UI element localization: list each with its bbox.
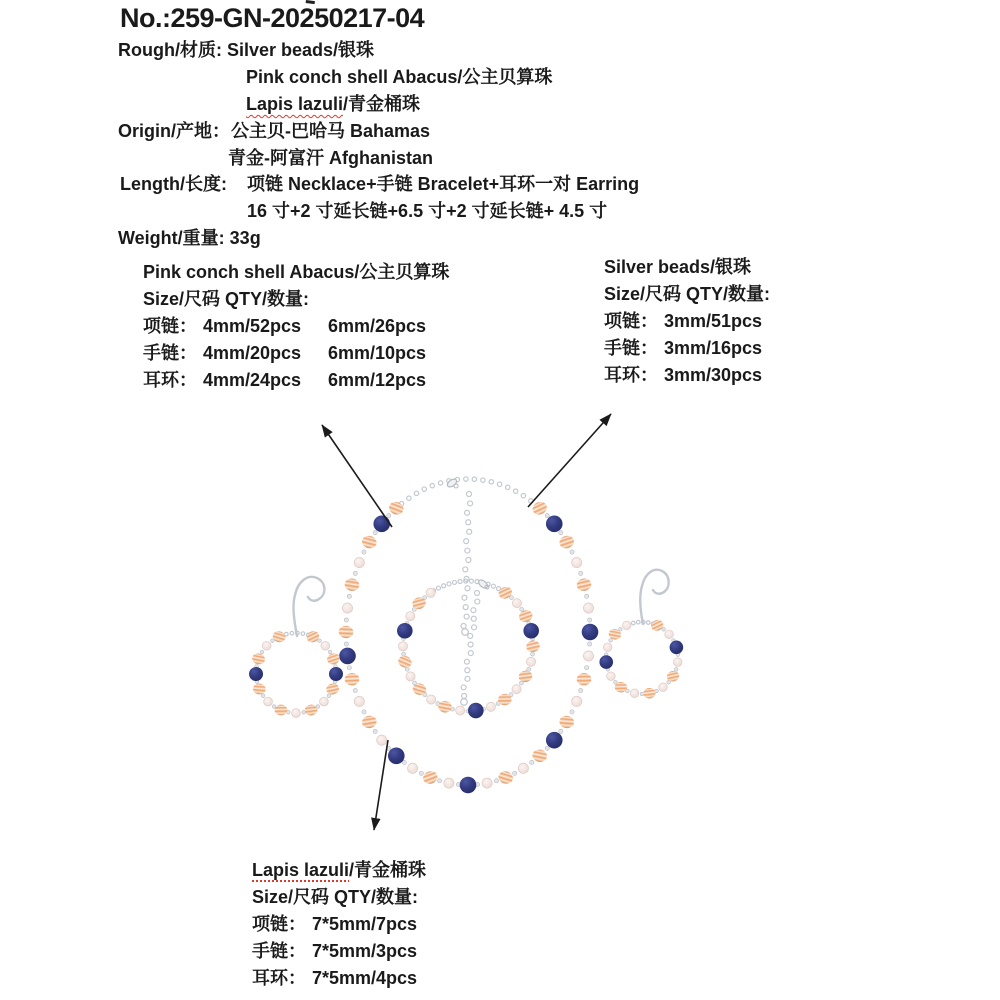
- pink-conch-row-necklace: 项链： 4mm/52pcs 6mm/26pcs: [143, 316, 427, 336]
- arrow-to-silver-label: [528, 414, 611, 507]
- lapis-title: Lapis lazuli/青金桶珠: [252, 860, 427, 880]
- earring-right: [599, 570, 683, 699]
- lapis-row-bracelet: 手链： 7*5mm/3pcs: [252, 941, 418, 961]
- silver-beads-spec: [604, 254, 770, 389]
- origin-value-afghanistan: 青金-阿富汗 Afghanistan: [228, 148, 433, 168]
- bracelet: [396, 578, 540, 718]
- lapis-size-qty-header: Size/尺码 QTY/数量:: [252, 887, 419, 907]
- origin-value-bahamas: 公主贝-巴哈马 Bahamas: [231, 121, 431, 141]
- earring-left: [249, 577, 343, 718]
- pink-conch-row-bracelet: 手链： 4mm/20pcs 6mm/10pcs: [143, 343, 427, 363]
- lapis-spec: [252, 857, 426, 992]
- pink-conch-title: Pink conch shell Abacus/公主贝算珠: [143, 262, 450, 282]
- length-value-items: 项链 Necklace+手链 Bracelet+耳环一对 Earring: [247, 174, 640, 194]
- pink-conch-size-qty-header: Size/尺码 QTY/数量:: [143, 289, 310, 309]
- rough-line: [118, 39, 374, 62]
- lapis-row-earring: 耳环： 7*5mm/4pcs: [252, 968, 418, 988]
- pink-conch-spec: [143, 259, 449, 394]
- length-label: Length/长度:: [120, 174, 227, 194]
- rough-value-silver: Silver beads/银珠: [227, 40, 375, 60]
- origin-label: Origin/产地：: [118, 121, 230, 141]
- earring-right-hook: [640, 570, 668, 624]
- weight-line: [118, 227, 261, 250]
- silver-row-earring: 耳环： 3mm/30pcs: [604, 365, 763, 385]
- earring-left-hook: [294, 577, 325, 636]
- arrow-to-pink-conch-label: [322, 425, 392, 527]
- weight-value: 33g: [229, 228, 261, 248]
- lapis-row-necklace: 项链： 7*5mm/7pcs: [252, 914, 418, 934]
- rough-value-lapis-en: Lapis lazuli: [246, 94, 344, 114]
- length-value-sizes: 16 寸+2 寸延长链+6.5 寸+2 寸延长链+ 4.5 寸: [247, 201, 608, 221]
- rough-label: Rough/材质:: [118, 40, 222, 60]
- product-number: No.:259-GN-20250217-04: [120, 3, 425, 33]
- rough-value-pink-conch: Pink conch shell Abacus/公主贝算珠: [246, 67, 553, 87]
- silver-row-bracelet: 手链： 3mm/16pcs: [604, 338, 763, 358]
- pink-conch-row-earring: 耳环： 4mm/24pcs 6mm/12pcs: [143, 370, 427, 390]
- arrow-to-lapis-label: [374, 740, 388, 830]
- silver-size-qty-header: Size/尺码 QTY/数量:: [604, 284, 771, 304]
- silver-title: Silver beads/银珠: [604, 257, 752, 277]
- weight-label: Weight/重量:: [118, 228, 225, 248]
- rough-value-lapis: [246, 93, 420, 116]
- silver-row-necklace: 项链： 3mm/51pcs: [604, 311, 763, 331]
- rough-value-lapis-zh: /青金桶珠: [343, 94, 421, 114]
